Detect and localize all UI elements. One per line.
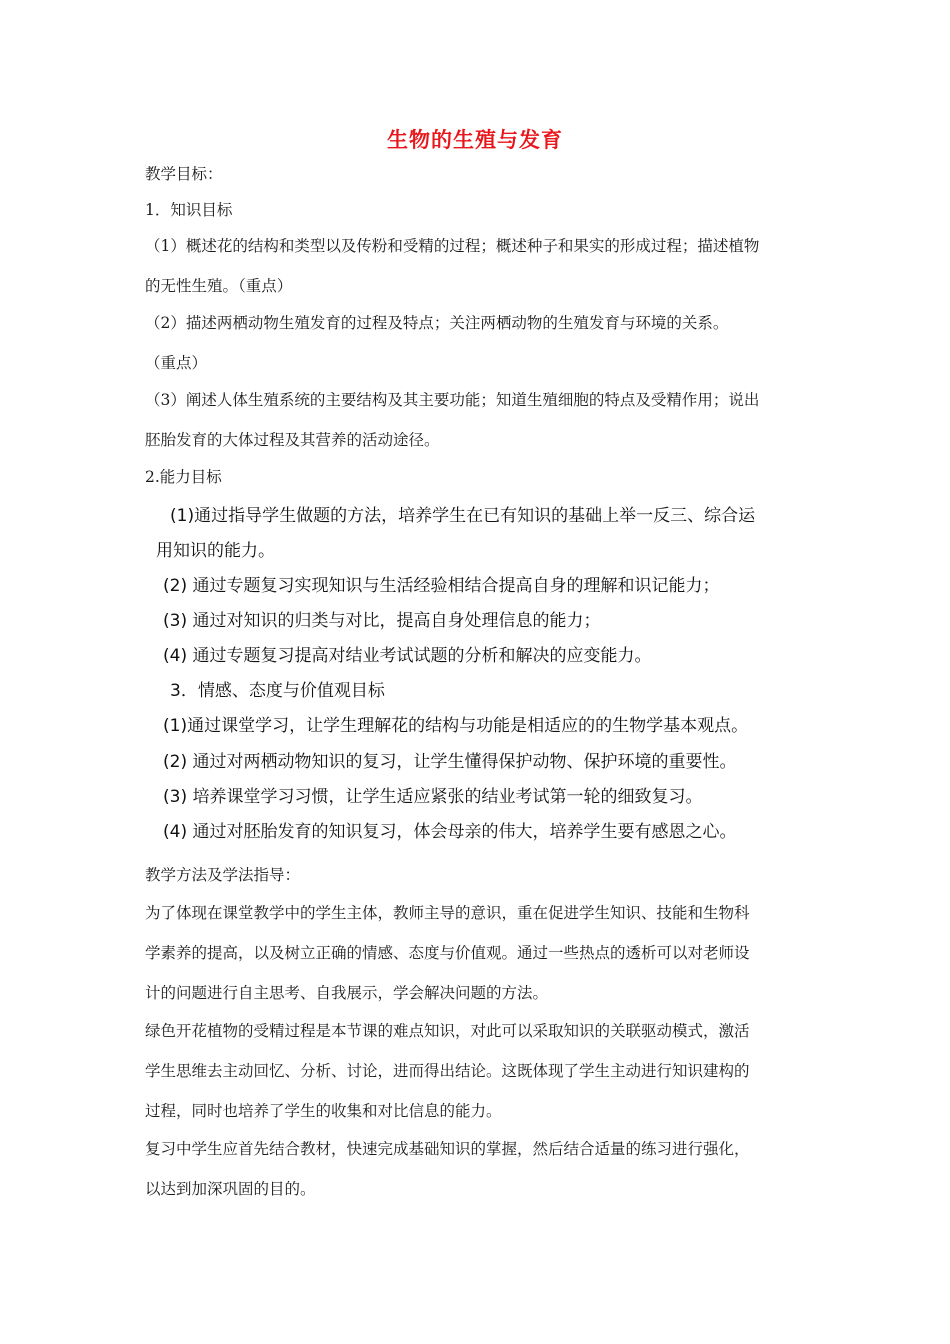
ability-item-2: (2) 通过专题复习实现知识与生活经验相结合提高自身的理解和识记能力； [163, 576, 720, 596]
emotion-heading: 3．情感、态度与价值观目标 [170, 681, 385, 701]
emotion-item-3: (3) 培养课堂学习习惯，让学生适应紧张的结业考试第一轮的细致复习。 [163, 787, 703, 807]
knowledge-item-3-line-1: （3）阐述人体生殖系统的主要结构及其主要功能；知道生殖细胞的特点及受精作用；说出 [145, 391, 760, 409]
knowledge-heading: 1．知识目标 [145, 201, 233, 219]
methods-heading: 教学方法及学法指导： [145, 866, 301, 884]
knowledge-item-1-line-2: 的无性生殖。（重点） [145, 277, 293, 295]
knowledge-item-1-line-1: （1）概述花的结构和类型以及传粉和受精的过程；概述种子和果实的形成过程；描述植物 [145, 237, 760, 255]
ability-item-3: (3) 通过对知识的归类与对比，提高自身处理信息的能力； [163, 611, 601, 631]
methods-p2-line-1: 绿色开花植物的受精过程是本节课的难点知识，对此可以采取知识的关联驱动模式，激活 [145, 1022, 750, 1040]
methods-p1-line-1: 为了体现在课堂教学中的学生主体，教师主导的意识，重在促进学生知识、技能和生物科 [145, 904, 750, 922]
knowledge-item-2-line-1: （2）描述两栖动物生殖发育的过程及特点；关注两栖动物的生殖发育与环境的关系。 [145, 314, 729, 332]
methods-p3-line-2: 以达到加深巩固的目的。 [145, 1180, 316, 1198]
ability-item-4: (4) 通过专题复习提高对结业考试试题的分析和解决的应变能力。 [163, 646, 652, 666]
emotion-item-4: (4) 通过对胚胎发育的知识复习，体会母亲的伟大，培养学生要有感恩之心。 [163, 822, 737, 842]
methods-p1-line-3: 计的问题进行自主思考、自我展示，学会解决问题的方法。 [145, 984, 549, 1002]
methods-p1-line-2: 学素养的提高，以及树立正确的情感、态度与价值观。通过一些热点的透析可以对老师设 [145, 944, 750, 962]
ability-item-1-line-2: 用知识的能力。 [156, 541, 275, 561]
methods-p2-line-3: 过程，同时也培养了学生的收集和对比信息的能力。 [145, 1102, 502, 1120]
knowledge-item-2-line-2: （重点） [145, 354, 208, 372]
methods-p3-line-1: 复习中学生应首先结合教材，快速完成基础知识的掌握，然后结合适量的练习进行强化， [145, 1140, 750, 1158]
methods-p2-line-2: 学生思维去主动回忆、分析、讨论，进而得出结论。这既体现了学生主动进行知识建构的 [145, 1062, 750, 1080]
ability-heading: 2.能力目标 [145, 468, 222, 486]
ability-item-1-line-1: (1)通过指导学生做题的方法，培养学生在已有知识的基础上举一反三、综合运 [170, 506, 756, 526]
page-title: 生物的生殖与发育 [387, 128, 563, 152]
emotion-item-2: (2) 通过对两栖动物知识的复习，让学生懂得保护动物、保护环境的重要性。 [163, 752, 737, 772]
knowledge-item-3-line-2: 胚胎发育的大体过程及其营养的活动途径。 [145, 431, 440, 449]
goals-heading: 教学目标： [145, 165, 223, 183]
emotion-item-1: (1)通过课堂学习，让学生理解花的结构与功能是相适应的的生物学基本观点。 [163, 716, 749, 736]
